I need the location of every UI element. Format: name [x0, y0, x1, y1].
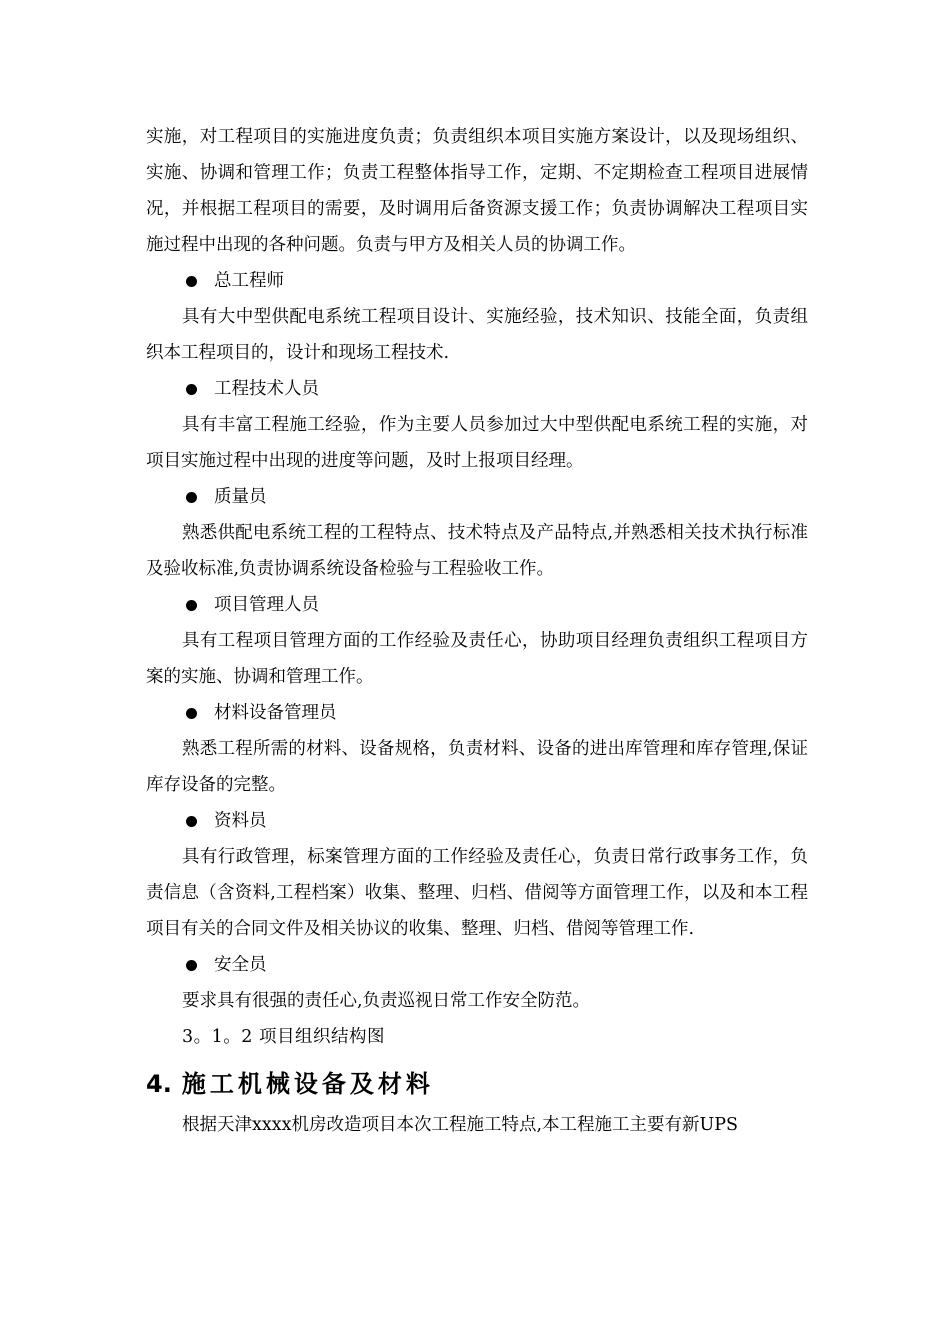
bullet-icon: [186, 708, 197, 719]
paragraph-quality-officer: 熟悉供配电系统工程的工程特点、技术特点及产品特点,并熟悉相关技术执行标准及验收标准,负责协调系统设备检验与工程验收工作。: [146, 523, 808, 579]
role-label: 安全员: [214, 955, 267, 975]
bullet-icon: [186, 492, 197, 503]
role-bullet-project-management: [146, 587, 808, 623]
role-label: 项目管理人员: [214, 595, 319, 615]
paragraph-technical-staff: 具有丰富工程施工经验，作为主要人员参加过大中型供配电系统工程的实施，对项目实施过程中出现的进度等问题，及时上报项目经理。: [146, 415, 808, 471]
role-bullet-chief-engineer: [146, 263, 808, 299]
role-bullet-materials-manager: [146, 695, 808, 731]
section-number: 4.: [146, 1070, 172, 1098]
role-bullet-safety-officer: [146, 947, 808, 983]
bullet-icon: [186, 276, 197, 287]
bullet-icon: [186, 600, 197, 611]
bullet-icon: [186, 384, 197, 395]
paragraph-documentation-officer: 具有行政管理，标案管理方面的工作经验及责任心，负责日常行政事务工作，负责信息（含资料,工程档案）收集、整理、归档、借阅等方面管理工作，以及和本工程项目有关的合同文件及相关协议的收集、整理、归档、借阅等管理工作.: [146, 847, 808, 939]
paragraph-project-management: 具有工程项目管理方面的工作经验及责任心，协助项目经理负责组织工程项目方案的实施、协调和管理工作。: [146, 631, 808, 687]
subsection-heading: 3。1。2 项目组织结构图: [182, 1027, 385, 1047]
bullet-icon: [186, 960, 197, 971]
paragraph-equipment-intro: 根据天津xxxx机房改造项目本次工程施工特点,本工程施工主要有新UPS: [182, 1115, 739, 1135]
role-label: 工程技术人员: [214, 379, 319, 399]
paragraph-chief-engineer: 具有大中型供配电系统工程项目设计、实施经验，技术知识、技能全面，负责组织本工程项目的，设计和现场工程技术.: [146, 307, 808, 363]
paragraph-project-manager-duties: 实施，对工程项目的实施进度负责；负责组织本项目实施方案设计，以及现场组织、实施、协调和管理工作；负责工程整体指导工作，定期、不定期检查工程项目进展情况，并根据工程项目的需要，及时调用后备资源支援工作；负责协调解决工程项目实施过程中出现的各种问题。负责与甲方及相关人员的协调工作。: [146, 127, 808, 255]
role-bullet-quality-officer: [146, 479, 808, 515]
paragraph-safety-officer: 要求具有很强的责任心,负责巡视日常工作安全防范。: [182, 991, 591, 1011]
bullet-icon: [186, 816, 197, 827]
paragraph-materials-manager: 熟悉工程所需的材料、设备规格，负责材料、设备的进出库管理和库存管理,保证库存设备的完整。: [146, 739, 808, 795]
section-heading: [146, 1061, 808, 1107]
section-title: 施工机械设备及材料: [181, 1070, 434, 1098]
page-content: [146, 119, 808, 1143]
role-label: 总工程师: [214, 271, 284, 291]
role-bullet-documentation-officer: [146, 803, 808, 839]
role-label: 材料设备管理员: [214, 703, 337, 723]
role-label: 质量员: [214, 487, 267, 507]
role-label: 资料员: [214, 811, 267, 831]
role-bullet-technical-staff: [146, 371, 808, 407]
